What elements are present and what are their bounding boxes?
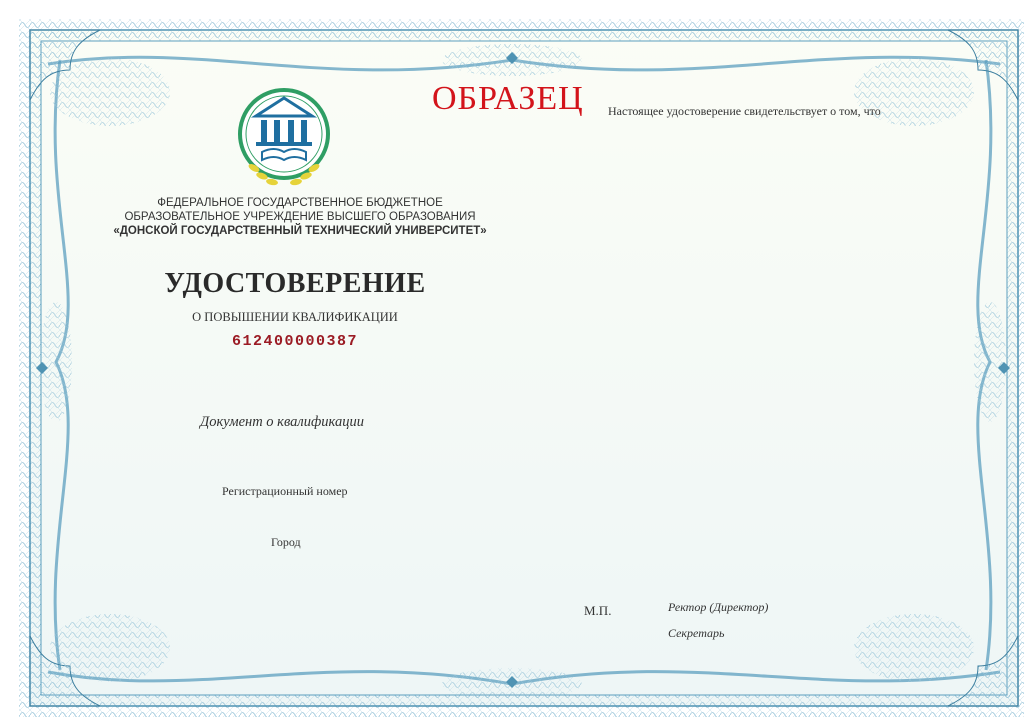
certifies-text: Настоящее удостоверение свидетельствует о том, что: [608, 104, 881, 118]
registration-number-label: Регистрационный номер: [222, 484, 348, 498]
org-line-3: «ДОНСКОЙ ГОСУДАРСТВЕННЫЙ ТЕХНИЧЕСКИЙ УНИВЕРСИТЕТ»: [113, 225, 487, 237]
seal-label: М.П.: [584, 603, 612, 618]
org-line-1: ФЕДЕРАЛЬНОЕ ГОСУДАРСТВЕННОЕ БЮДЖЕТНОЕ: [157, 197, 443, 209]
secretary-label: Секретарь: [668, 626, 725, 640]
document-title: УДОСТОВЕРЕНИЕ: [164, 268, 426, 299]
sample-stamp: ОБРАЗЕЦ: [432, 80, 584, 117]
university-logo: [234, 86, 334, 190]
serial-number: 612400000387: [231, 333, 359, 350]
org-line-2: ОБРАЗОВАТЕЛЬНОЕ УЧРЕЖДЕНИЕ ВЫСШЕГО ОБРАЗОВАНИЯ: [124, 211, 476, 223]
organization-name: [90, 196, 510, 238]
qualification-doc-label: Документ о квалификации: [200, 414, 364, 430]
document-subtitle: О ПОВЫШЕНИИ КВАЛИФИКАЦИИ: [192, 310, 398, 324]
rector-label: Ректор (Директор): [668, 600, 769, 614]
city-label: Город: [271, 535, 301, 549]
